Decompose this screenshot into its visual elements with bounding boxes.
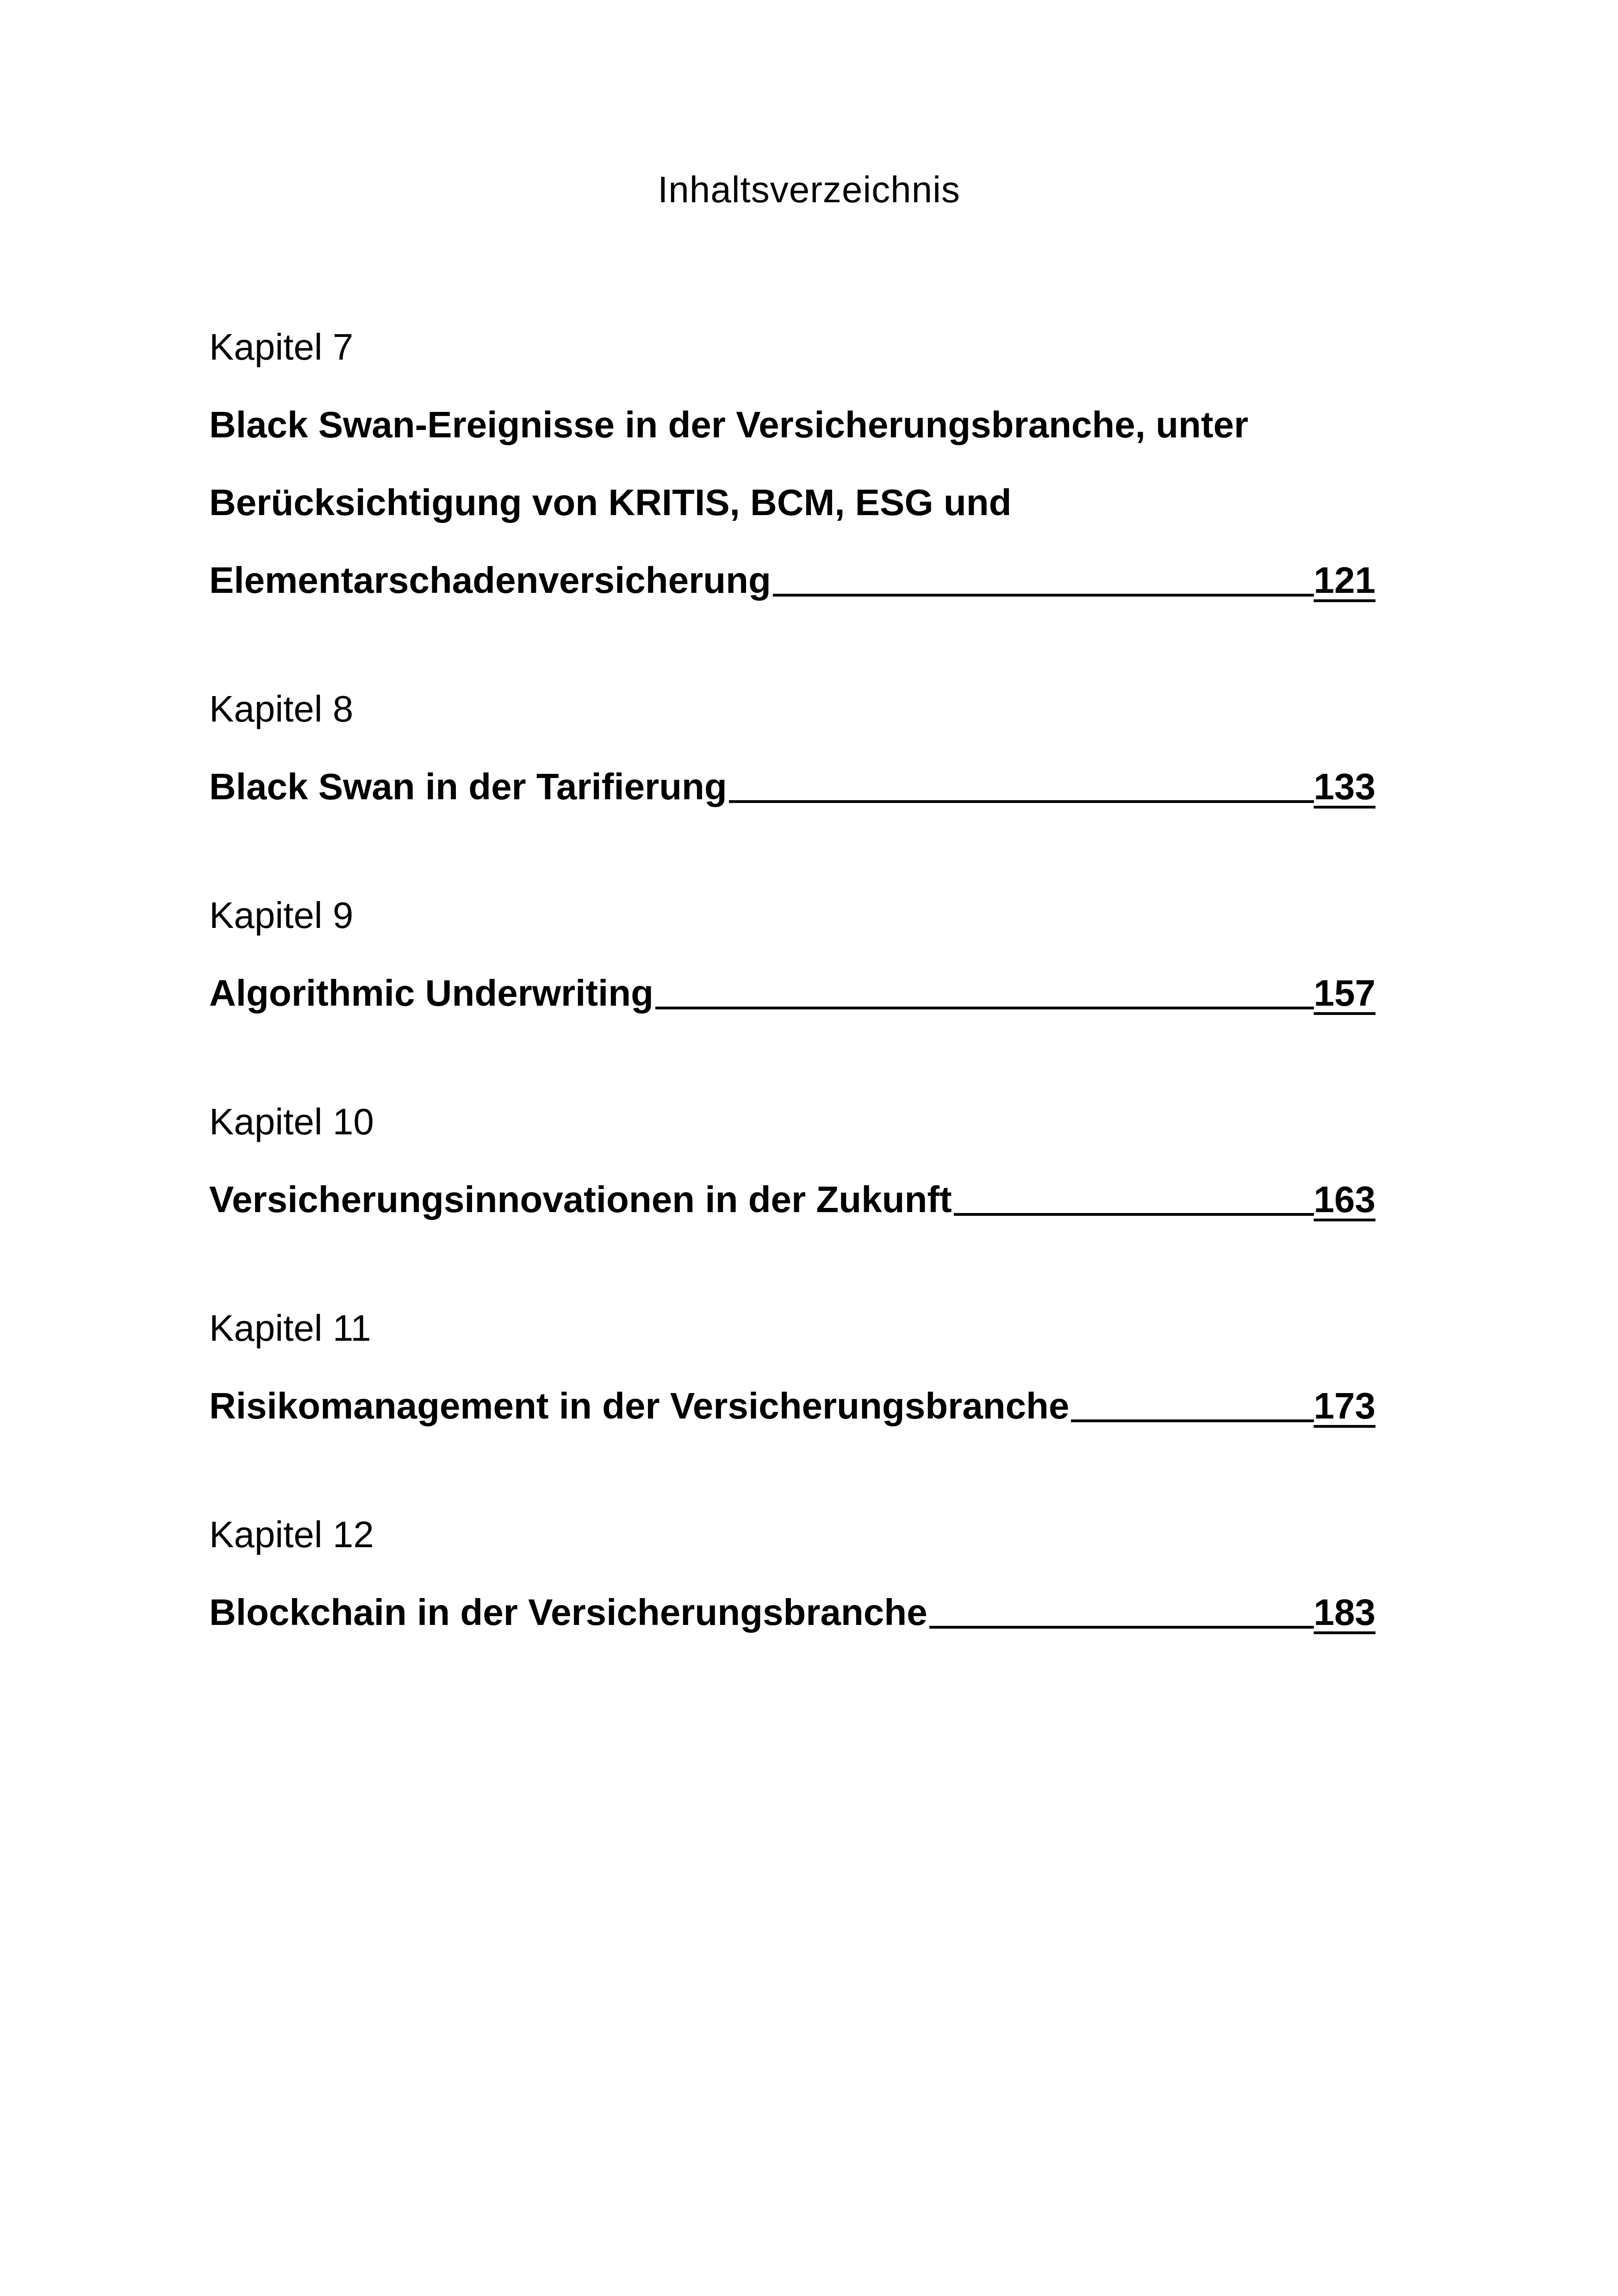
toc-entry-chapter-9 <box>209 890 1375 1019</box>
chapter-label: Kapitel 7 <box>209 326 354 367</box>
chapter-label: Kapitel 8 <box>209 688 354 729</box>
page-number: 121 <box>1313 560 1375 601</box>
chapter-title-final-line <box>209 555 1375 606</box>
chapter-label: Kapitel 10 <box>209 1101 374 1142</box>
page-number: 133 <box>1313 766 1375 807</box>
chapter-title-text: Elementarschadenversicherung <box>209 560 771 601</box>
dot-leader-line <box>954 1213 1314 1216</box>
toc-heading: Inhaltsverzeichnis <box>658 169 960 210</box>
toc-entry-chapter-10 <box>209 1096 1375 1225</box>
page-number: 173 <box>1313 1385 1375 1426</box>
dot-leader-line <box>773 594 1314 597</box>
dot-leader-line <box>929 1626 1314 1629</box>
chapter-title-final-line <box>209 1587 1375 1638</box>
chapter-title-final-line <box>209 761 1375 812</box>
page-number: 163 <box>1313 1179 1375 1220</box>
chapter-title-text: Risikomanagement in der Versicherungsbranche <box>209 1385 1070 1426</box>
dot-leader-line <box>1071 1419 1313 1422</box>
dot-leader-line <box>729 800 1314 803</box>
chapter-title-final-line <box>209 968 1375 1019</box>
chapter-title-text: Versicherungsinnovationen in der Zukunft <box>209 1179 952 1220</box>
chapter-label: Kapitel 11 <box>209 1307 371 1349</box>
chapter-label: Kapitel 12 <box>209 1514 374 1555</box>
page-number: 157 <box>1313 972 1375 1014</box>
page-number: 183 <box>1313 1592 1375 1633</box>
chapter-label: Kapitel 9 <box>209 895 354 936</box>
toc-entry-chapter-12 <box>209 1509 1375 1638</box>
chapter-title-line: Black Swan-Ereignisse in der Versicherungsbranche, unter <box>209 404 1249 445</box>
chapter-title-text: Black Swan in der Tarifierung <box>209 766 727 807</box>
toc-entry-chapter-8 <box>209 684 1375 812</box>
chapter-title-final-line <box>209 1174 1375 1225</box>
chapter-title-text: Algorithmic Underwriting <box>209 972 653 1014</box>
chapter-title-line: Berücksichtigung von KRITIS, BCM, ESG und <box>209 482 1012 523</box>
dot-leader-line <box>655 1007 1314 1009</box>
chapter-title-text: Blockchain in der Versicherungsbranche <box>209 1592 927 1633</box>
toc-entry-chapter-11 <box>209 1303 1375 1431</box>
chapter-title-final-line <box>209 1381 1375 1431</box>
toc-entry-chapter-7 <box>209 322 1375 606</box>
toc-list <box>209 322 1375 1716</box>
